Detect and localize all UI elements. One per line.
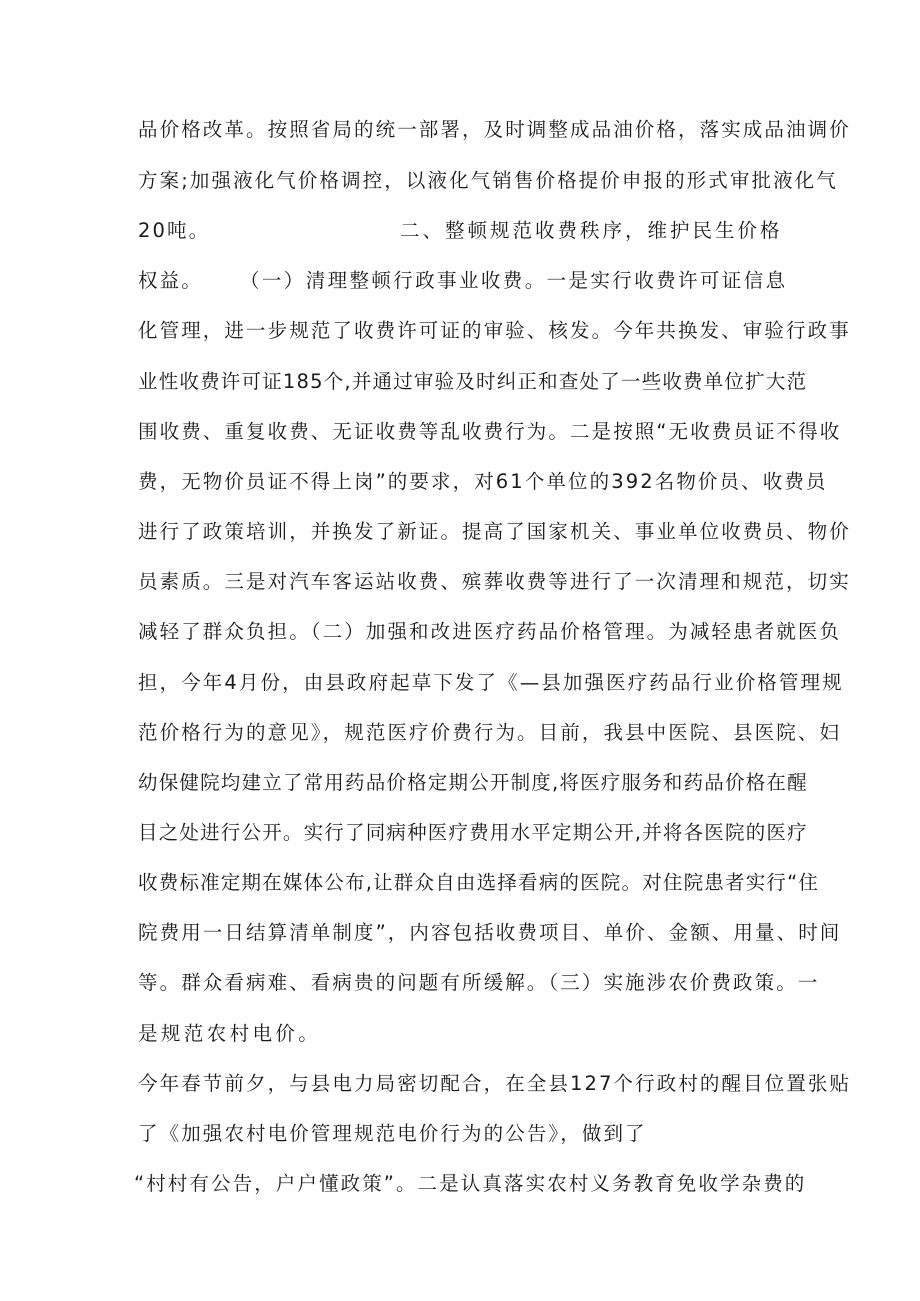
text-line-18: 等。群众看病难、看病贵的问题有所缓解。（三）实施涉农价费政策。一 [138, 971, 820, 994]
section-heading: 二、整顿规范收费秩序，维护民生价格 [400, 219, 783, 242]
text-line-7: 围收费、重复收费、无证收费等乱收费行为。二是按照“无收费员证不得收 [138, 420, 842, 443]
text-line-8: 费，无物价员证不得上岗”的要求，对61个单位的392名物价员、收费员 [138, 470, 828, 493]
subsection-one-heading: （一）清理整顿行政事业收费。一是实行收费许可证信息 [240, 269, 788, 292]
text-line-3-start: 20吨。 [138, 219, 211, 242]
text-line-17: 院费用一日结算清单制度”，内容包括收费项目、单价、金额、用量、时间 [138, 921, 842, 944]
text-line-21: 了《加强农村电价管理规范电价行为的公告》，做到了 [138, 1122, 647, 1145]
text-line-5: 化管理，进一步规范了收费许可证的审验、核发。今年共换发、审验行政事 [138, 319, 851, 342]
text-line-2: 方案;加强液化气价格调控，以液化气销售价格提价申报的形式审批液化气 [138, 169, 838, 192]
text-line-19: 是规范农村电价。 [138, 1022, 322, 1045]
text-line-22: “村村有公告，户户懂政策”。二是认真落实农村义务教育免收学杂费的 [134, 1172, 807, 1195]
text-line-10: 员素质。三是对汽车客运站收费、殡葬收费等进行了一次清理和规范，切实 [138, 570, 851, 593]
text-line-12: 担，今年4月份，由县政府起草下发了《—县加强医疗药品行业价格管理规 [138, 671, 844, 694]
text-line-4-start: 权益。 [138, 269, 203, 292]
text-line-6: 业性收费许可证185个,并通过审验及时纠正和查处了一些收费单位扩大范 [138, 370, 808, 393]
text-line-20: 今年春节前夕，与县电力局密切配合，在全县127个行政村的醒目位置张贴 [138, 1072, 852, 1095]
text-line-13: 范价格行为的意见》，规范医疗价费行为。目前，我县中医院、县医院、妇 [138, 721, 842, 744]
text-line-1: 品价格改革。按照省局的统一部署，及时调整成品油价格，落实成品油调价 [138, 118, 851, 141]
text-line-11: 减轻了群众负担。（二）加强和改进医疗药品价格管理。为减轻患者就医负 [138, 620, 842, 643]
text-line-16: 收费标准定期在媒体公布,让群众自由选择看病的医院。对住院患者实行“住 [138, 871, 820, 894]
text-line-14: 幼保健院均建立了常用药品价格定期公开制度,将医疗服务和药品价格在醒 [138, 771, 808, 794]
text-line-15: 目之处进行公开。实行了同病种医疗费用水平定期公开,并将各医院的医疗 [138, 821, 808, 844]
text-line-9: 进行了政策培训，并换发了新证。提高了国家机关、事业单位收费员、物价 [138, 520, 851, 543]
